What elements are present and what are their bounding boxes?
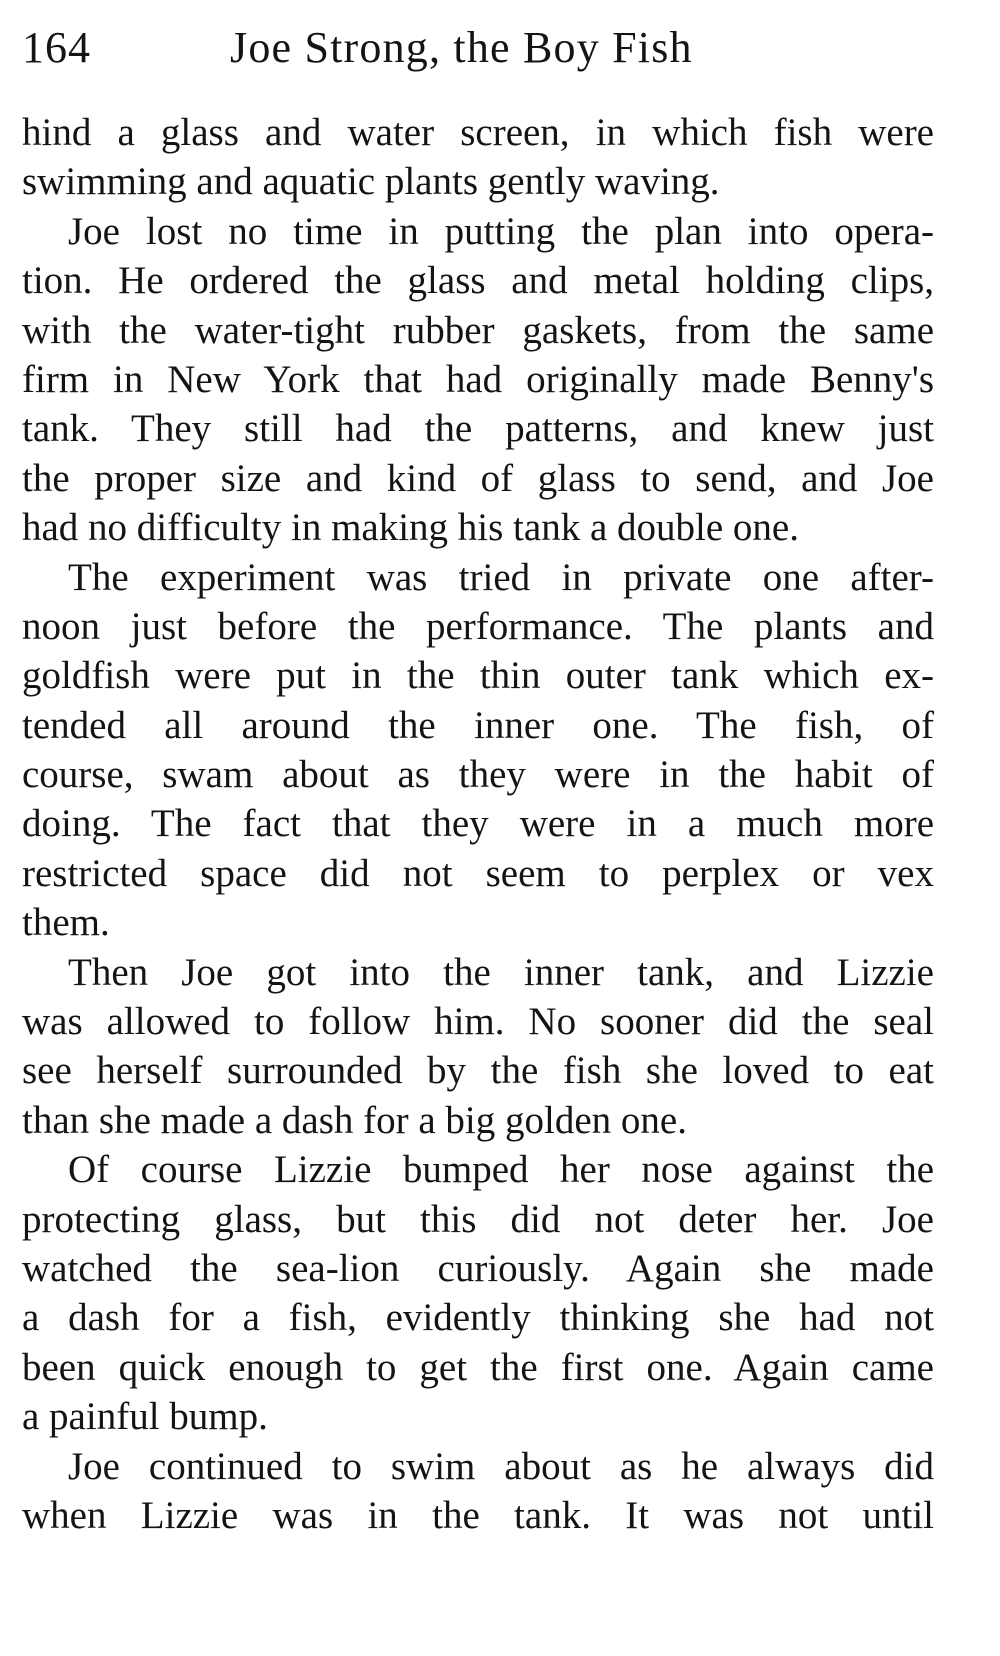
text-line: restricted space did not seem to perplex or vex <box>22 851 934 895</box>
text-line: a painful bump. <box>22 1395 268 1439</box>
text-line: Then Joe got into the inner tank, and Lizzie <box>68 950 934 994</box>
text-line: them. <box>22 901 110 945</box>
text-line: when Lizzie was in the tank. It was not until <box>22 1493 934 1537</box>
running-title: Joe Strong, the Boy Fish <box>230 23 693 72</box>
text-line: noon just before the performance. The plants and <box>22 604 934 648</box>
text-line: been quick enough to get the first one. Again came <box>22 1345 934 1389</box>
text-line: was allowed to follow him. No sooner did the seal <box>22 1000 934 1044</box>
text-line: goldfish were put in the thin outer tank which ex- <box>22 654 934 698</box>
page-number: 164 <box>22 23 91 72</box>
text-line: The experiment was tried in private one after- <box>68 555 934 599</box>
body-text <box>22 108 934 1540</box>
text-line: than she made a dash for a big golden one. <box>22 1098 687 1142</box>
text-line: tended all around the inner one. The fish, of <box>22 703 934 747</box>
text-line: Joe lost no time in putting the plan into opera- <box>68 209 934 253</box>
text-line: doing. The fact that they were in a much more <box>22 802 934 846</box>
text-line: a dash for a fish, evidently thinking she had not <box>22 1296 934 1340</box>
text-line: tion. He ordered the glass and metal holding clips, <box>22 259 934 303</box>
text-line: course, swam about as they were in the habit of <box>22 753 934 797</box>
text-line: had no difficulty in making his tank a double one. <box>22 506 799 550</box>
text-line: Joe continued to swim about as he always did <box>68 1444 934 1488</box>
text-line: hind a glass and water screen, in which fish were <box>22 111 934 154</box>
text-line: protecting glass, but this did not deter her. Joe <box>22 1197 934 1241</box>
text-line: swimming and aquatic plants gently waving. <box>22 160 720 204</box>
text-line: watched the sea-lion curiously. Again she made <box>22 1246 934 1290</box>
text-line: Of course Lizzie bumped her nose against the <box>68 1148 934 1192</box>
text-line: firm in New York that had originally made Benny's <box>22 357 934 401</box>
page-header <box>22 18 972 88</box>
text-line: tank. They still had the patterns, and knew just <box>22 407 934 451</box>
text-line: see herself surrounded by the fish she loved to eat <box>22 1049 934 1093</box>
text-line: with the water-tight rubber gaskets, from the same <box>22 308 934 352</box>
text-line: the proper size and kind of glass to send, and Joe <box>22 456 934 500</box>
